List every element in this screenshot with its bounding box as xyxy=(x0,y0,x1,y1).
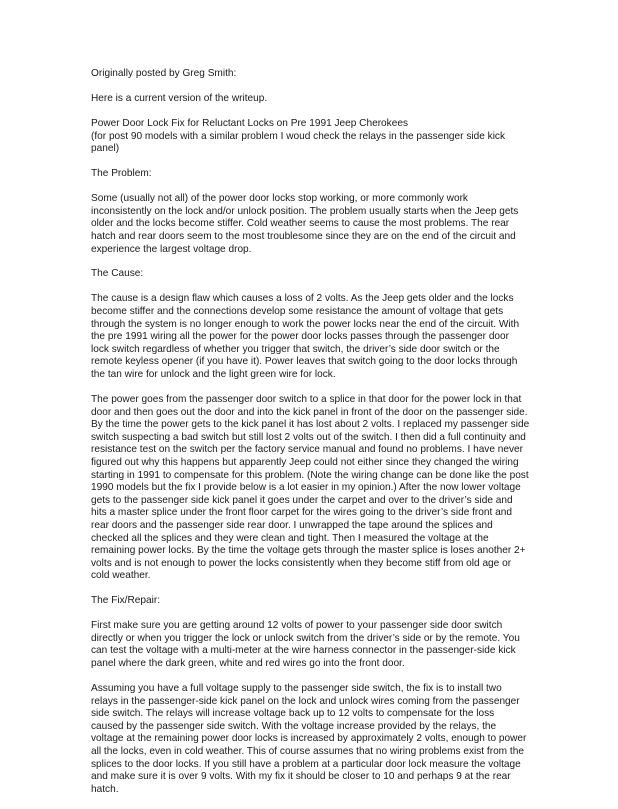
text-line: rear doors and the passenger side rear door. I unwrapped the tape around the splices and xyxy=(91,519,493,531)
text-line: Here is a current version of the writeup. xyxy=(91,92,268,104)
text-line: (for post 90 models with a similar problem I woud check the relays in the passenger side kick xyxy=(91,130,506,142)
paragraph xyxy=(91,68,547,81)
text-line: 1990 models but the fix I provide below is a lot easier in my opinion.) After the now lower voltage xyxy=(91,482,521,494)
text-line: Assuming you have a full voltage supply to the passenger side switch, the fix is to install two xyxy=(91,683,502,695)
text-line: relays in the passenger-side kick panel on the lock and unlock wires coming from the passenger xyxy=(91,695,520,707)
text-line: caused by the passenger side switch. With the voltage increase provided by the relays, the xyxy=(91,720,497,732)
text-line: Originally posted by Greg Smith: xyxy=(91,68,237,79)
text-line: become stiffer and the connections develop some resistance the amount of voltage that gets xyxy=(91,306,504,318)
text-line: Some (usually not all) of the power door locks stop working, or more commonly work xyxy=(91,193,468,205)
text-line: hatch and rear doors seem to the most troublesome since they are on the end of the circuit and xyxy=(91,230,516,242)
text-line: volts and is not enough to power the locks consistently when they become stiff from old age or xyxy=(91,557,512,569)
text-line: all the locks, even in cold weather. This of course assumes that no wiring problems exist from the xyxy=(91,746,524,758)
text-line: and make sure it is over 9 volts. With my fix it should be closer to 10 and perhaps 9 at the rear xyxy=(91,771,511,783)
paragraph xyxy=(91,168,547,181)
paragraph xyxy=(91,293,547,381)
text-line: The power goes from the passenger door switch to a splice in that door for the power lock in that xyxy=(91,394,522,406)
text-line: Power Door Lock Fix for Reluctant Locks on Pre 1991 Jeep Cherokees xyxy=(91,117,408,129)
text-line: gets to the passenger side kick panel it goes under the carpet and over to the driver’s side and xyxy=(91,494,513,506)
text-line: hatch. xyxy=(91,783,119,795)
text-line: starting in 1991 to compensate for this problem. (Note the wiring change can be done like the post xyxy=(91,469,529,481)
document-page xyxy=(91,68,547,809)
paragraph xyxy=(91,394,547,583)
text-line: can test the voltage with a multi-meter at the wire harness connector in the passenger-side kick xyxy=(91,645,516,657)
text-line: voltage at the remaining power door locks is increased by approximately 2 volts, enough to power xyxy=(91,733,527,745)
text-line: remaining power locks. By the time the voltage gets through the master splice is loses another 2+ xyxy=(91,545,526,557)
paragraph xyxy=(91,595,547,608)
text-line: By the time the power gets to the kick panel it has lost about 2 volts. I replaced my passenger side xyxy=(91,419,530,431)
text-line: The Cause: xyxy=(91,268,144,280)
text-line: panel) xyxy=(91,143,120,155)
text-line: the pre 1991 wiring all the power for the power door locks passes through the passenger door xyxy=(91,331,510,343)
paragraph xyxy=(91,93,547,106)
text-line: The cause is a design flaw which causes a loss of 2 volts. As the Jeep gets older and the locks xyxy=(91,293,514,305)
text-line: inconsistently on the lock and/or unlock position. The problem usually starts when the Jeep gets xyxy=(91,205,519,217)
text-line: panel where the dark green, white and red wires go into the front door. xyxy=(91,658,405,670)
text-line: the tan wire for unlock and the light green wire for lock. xyxy=(91,369,336,381)
paragraph xyxy=(91,268,547,281)
text-line: figured out why this happens but apparently Jeep could not either since they changed the wiring xyxy=(91,456,519,468)
text-line: switch suspecting a bad switch but still lost 2 volts out of the switch. I then did a full continuity and xyxy=(91,431,526,443)
text-line: lock switch regardless of whether you trigger that switch, the driver’s side door switch or the xyxy=(91,343,500,355)
text-line: older and the locks become stiffer. Cold weather seems to cause the most problems. The rear xyxy=(91,218,510,230)
text-line: door and then goes out the door and into the kick panel in front of the door on the passenger side. xyxy=(91,406,528,418)
text-line: hits a master splice under the front floor carpet for the wires going to the driver’s side front and xyxy=(91,507,512,519)
text-line: splices to the door locks. If you still have a problem at a particular door lock measure the voltage xyxy=(91,758,521,770)
text-line: cold weather. xyxy=(91,570,151,582)
paragraph xyxy=(91,193,547,256)
paragraph xyxy=(91,620,547,670)
paragraph xyxy=(91,683,547,796)
text-line: First make sure you are getting around 12 volts of power to your passenger side door switch xyxy=(91,620,503,632)
text-line: checked all the splices and they were clean and tight. Then I measured the voltage at the xyxy=(91,532,489,544)
text-line: The Problem: xyxy=(91,168,152,180)
text-line: through the system is no longer enough to work the power locks near the end of the circuit. With xyxy=(91,318,520,330)
text-line: The Fix/Repair: xyxy=(91,595,160,607)
text-line: side switch. The relays will increase voltage back up to 12 volts to compensate for the loss xyxy=(91,708,495,720)
text-line: directly or when you trigger the lock or unlock switch from the driver’s side or by the remote. You xyxy=(91,632,520,644)
text-line: experience the largest voltage drop. xyxy=(91,243,252,255)
text-line: resistance test on the switch per the factory service manual and found no problems. I have never xyxy=(91,444,524,456)
paragraph xyxy=(91,118,547,156)
text-line: remote keyless opener (if you have it). Power leaves that switch going to the door locks through xyxy=(91,356,518,368)
